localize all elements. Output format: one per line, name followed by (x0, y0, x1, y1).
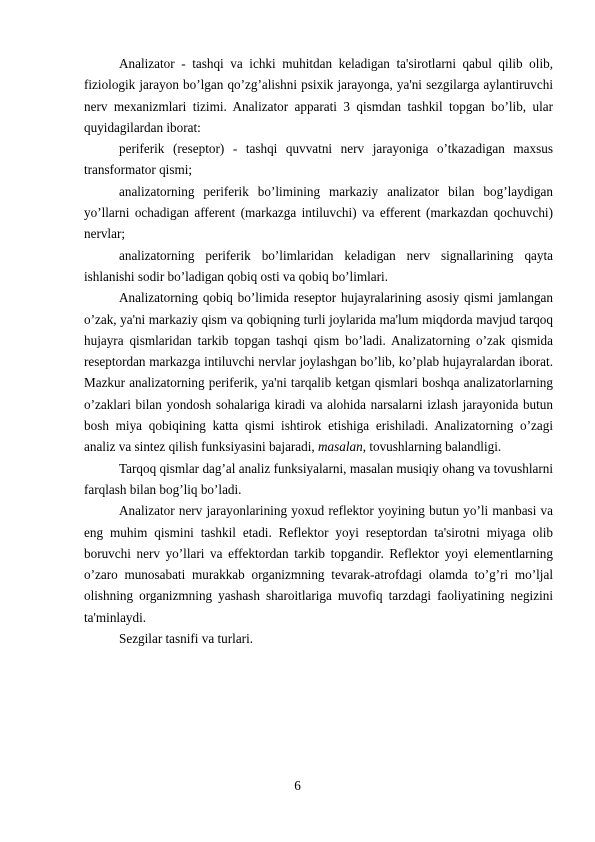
document-body (84, 53, 553, 649)
page-number: 6 (294, 778, 301, 793)
paragraph-cortex-structure-text: Analizatorning qobiq bo’limida reseptor hujayralarining asosiy qismi jamlangan o’zak, ya'ni markaziy qism va qobiqning turli joylarida ma'lum miqdorda mavjud tarqoq hujayra qismlaridan tarkib topgan tashqi qism bo’ladi. Analizatorning o’zak qismida reseptordan markazga intiluvchi nervlar joylashgan bo’lib, ko’plab hujayralardan iborat. Mazkur analizatorning periferik, ya'ni tarqalib ketgan qismlari boshqa analizatorlarning o’zaklari bilan yondosh sohalariga kiradi va alohida narsalarni izlash jarayonida butun bosh miya qobiqining katta qismi ishtirok etishiga erishiladi. Analizatorning o’zagi analiz va sintez qilish funksiyasini bajaradi, (84, 290, 553, 455)
paragraph-cortical-sections: analizatorning periferik bo’limlaridan keladigan nerv signallarining qayta ishlanishi sodir bo’ladigan qobiq osti va qobiq bo’limlari. (84, 247, 553, 284)
paragraph-analyzer-definition: Analizator - tashqi va ichki muhitdan keladigan ta'sirotlarni qabul qilib olib, fiziologik jarayon bo’lgan qo’zg’alishni psixik jarayonga, ya'ni sezgilarga aylantiruvchi nerv mexanizmlari tizimi. Analizator apparati 3 qismdan tashkil topgan bo’lib, ular quyidagilardan iborat: (84, 56, 553, 135)
paragraph-cortex-structure-ending: , tovushlarning balandligi. (362, 439, 502, 455)
paragraph-scattered-parts: Tarqoq qismlar dag’al analiz funksiyalarni, masalan musiqiy ohang va tovushlarni farqlash bilan bog’liq bo’ladi. (84, 460, 553, 497)
paragraph-cortex-structure (84, 287, 553, 457)
paragraph-nerve-pathways: analizatorning periferik bo’limining markaziy analizator bilan bog’laydigan yo’llarni ochadigan afferent (markazga intiluvchi) va efferent (markazdan qochuvchi) nervlar; (84, 183, 553, 242)
paragraph-peripheral-part: periferik (reseptor) - tashqi quvvatni nerv jarayoniga o’tkazadigan maxsus transformator qismi; (84, 141, 553, 178)
section-heading-sensation-types: Sezgilar tasnifi va turlari. (119, 631, 254, 647)
italic-example-word: masalan (318, 439, 363, 455)
paragraph-reflex-arc: Analizator nerv jarayonlarining yoxud reflektor yoyining butun yo’li manbasi va eng muhim qismini tashkil etadi. Reflektor yoyi reseptordan ta'sirotni miyaga olib boruvchi nerv yo’llari va effektordan tarkib topgandir. Reflektor yoyi elementlarning o’zaro munosabati murakkab organizmning tevarak-atrofdagi olamda to’g’ri mo’ljal olishning organizmning yashash sharoitlariga muvofiq tarzdagi faoliyatining negizini ta'minlaydi. (84, 503, 553, 625)
